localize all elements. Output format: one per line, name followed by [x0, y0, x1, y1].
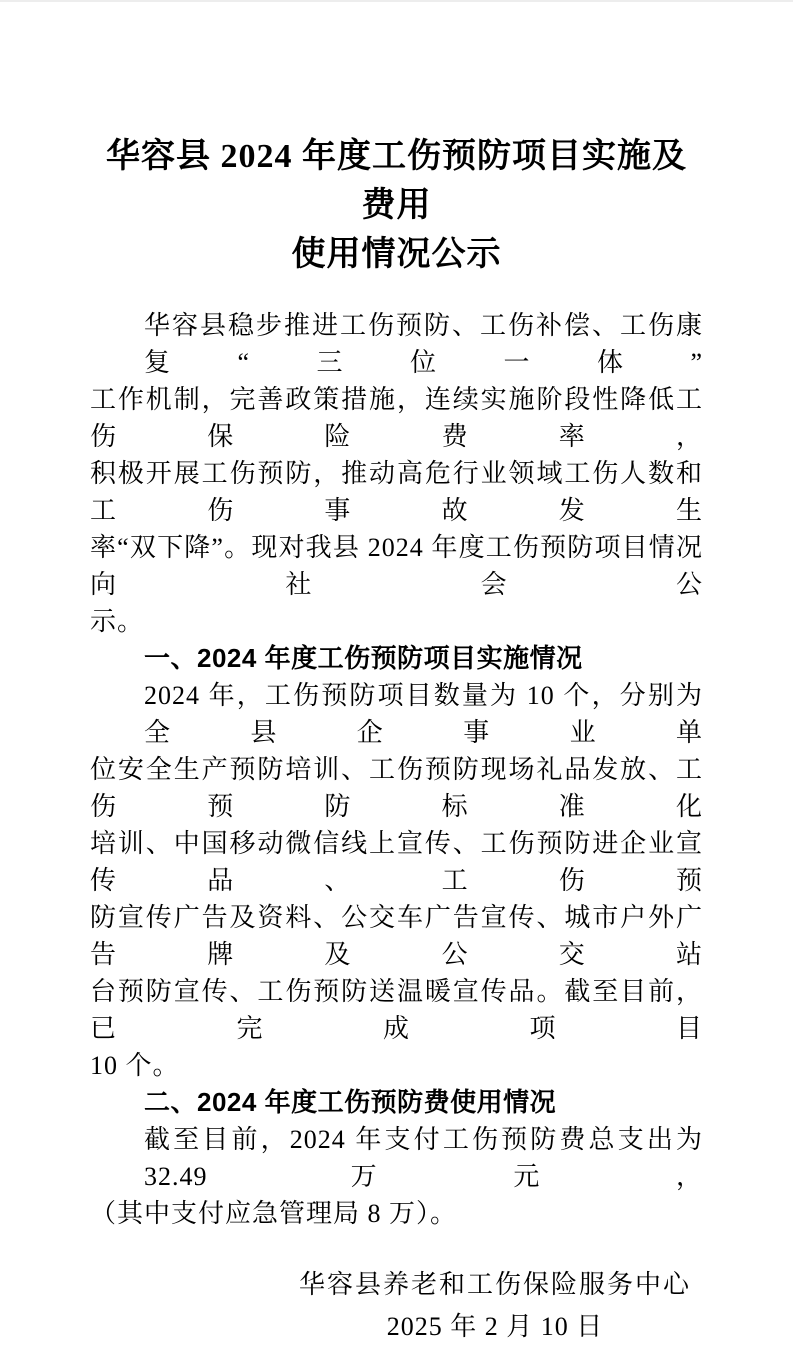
paragraph-intro-line: 工作机制，完善政策措施，连续实施阶段性降低工伤保险费率， [90, 385, 703, 451]
document-content [90, 0, 703, 1345]
paragraph-projects-line: 位安全生产预防培训、工伤预防现场礼品发放、工伤预防标准化 [90, 755, 703, 821]
paragraph-projects-line: 培训、中国移动微信线上宣传、工伤预防进企业宣传品、工伤预 [90, 829, 703, 895]
title-line-1: 华容县 2024 年度工伤预防项目实施及费用 [106, 138, 687, 224]
signature-block [299, 1266, 691, 1345]
paragraph-intro [90, 307, 703, 640]
signature-org: 华容县养老和工伤保险服务中心 [298, 1270, 691, 1299]
paragraph-expense-line: 截至目前，2024 年支付工伤预防费总支出为 32.49 万元， [144, 1125, 703, 1191]
paragraph-intro-line: 积极开展工伤预防，推动高危行业领域工伤人数和工伤事故发生 [90, 459, 703, 525]
paragraph-projects-line: 2024 年，工伤预防项目数量为 10 个，分别为全县企事业单 [144, 681, 703, 747]
paragraph-projects [90, 677, 703, 1084]
paragraph-intro-line: 率“双下降”。现对我县 2024 年度工伤预防项目情况向社会公 [90, 533, 703, 599]
section-heading-1: 一、2024 年度工伤预防项目实施情况 [144, 643, 583, 673]
signature-date: 2025 年 2 月 10 日 [386, 1312, 604, 1341]
section-heading-2: 二、2024 年度工伤预防费使用情况 [144, 1087, 557, 1117]
title-line-2: 使用情况公示 [291, 236, 502, 273]
paragraph-intro-line: 示。 [90, 607, 145, 636]
paragraph-projects-line: 防宣传广告及资料、公交车广告宣传、城市户外广告牌及公交站 [90, 903, 703, 969]
paragraph-intro-line: 华容县稳步推进工伤预防、工伤补偿、工伤康复“三位一体” [144, 311, 703, 377]
paragraph-projects-line: 10 个。 [90, 1051, 180, 1080]
paragraph-expense-line: （其中支付应急管理局 8 万）。 [90, 1199, 458, 1228]
document-title [90, 132, 703, 279]
paragraph-expense [90, 1121, 703, 1232]
paragraph-projects-line: 台预防宣传、工伤预防送温暖宣传品。截至目前，已完成项目 [90, 977, 703, 1043]
